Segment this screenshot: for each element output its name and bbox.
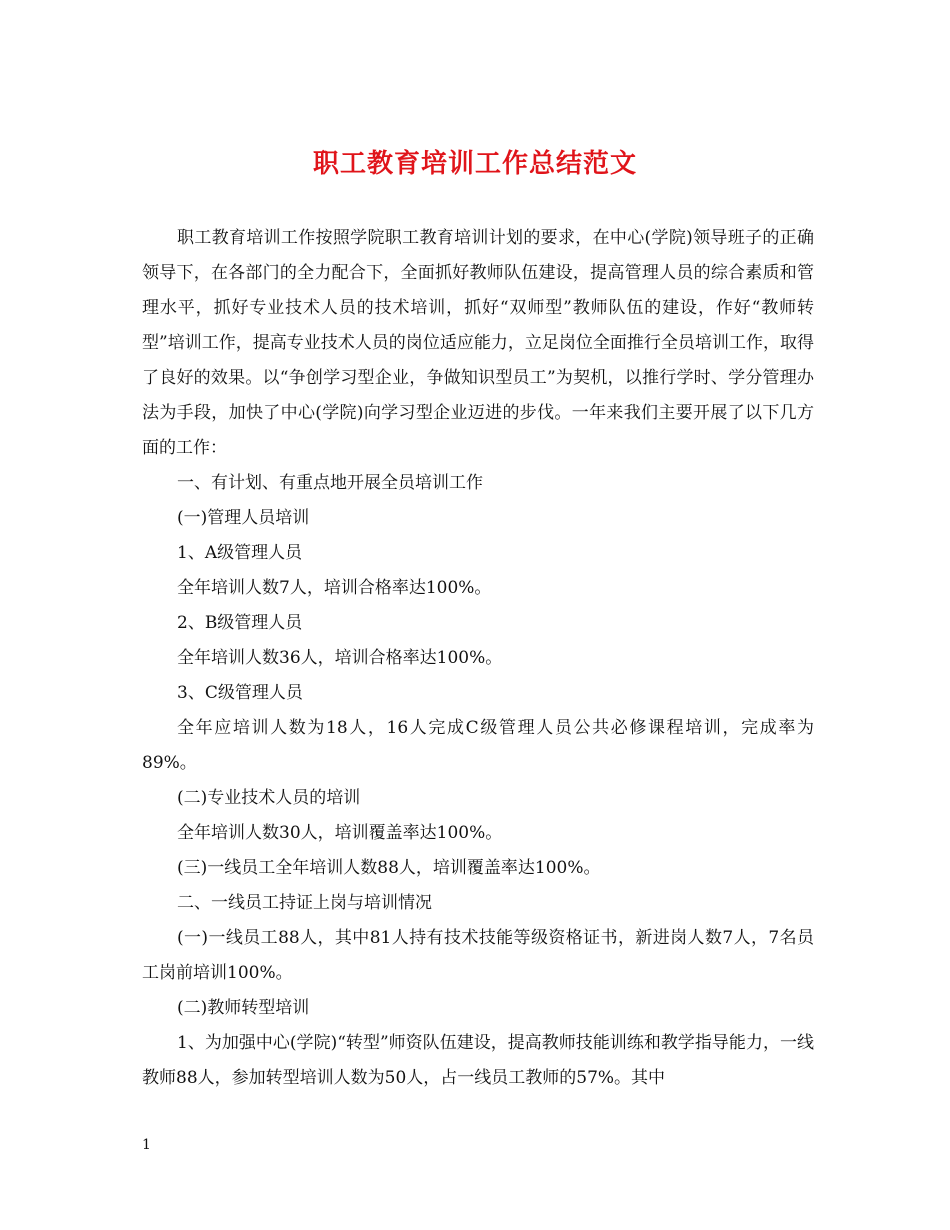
item-heading: 1、A级管理人员 (177, 543, 303, 563)
subsection-heading: (二)教师转型培训 (177, 998, 310, 1018)
section-heading: 二、一线员工持证上岗与培训情况 (177, 893, 432, 913)
section-heading: 一、有计划、有重点地开展全员培训工作 (177, 473, 483, 493)
document-title: 职工教育培训工作总结范文 (312, 149, 637, 179)
item-heading: 3、C级管理人员 (177, 683, 303, 703)
paragraph: 职工教育培训工作按照学院职工教育培训计划的要求，在中心(学院)领导班子的正确领导下，在各部门的全力配合下，全面抓好教师队伍建设，提高管理人员的综合素质和管理水平，抓好专业技术人员的技术培训，抓好“双师型”教师队伍的建设，作好“教师转型”培训工作，提高专业技术人员的岗位适应能力，立足岗位全面推行全员培训工作，取得了良好的效果。以“争创学习型企业，争做知识型员工”为契机，以推行学时、学分管理办法为手段，加快了中心(学院)向学习型企业迈进的步伐。一年来我们主要开展了以下几方面的工作： (142, 228, 814, 458)
page-number: 1 (142, 1137, 151, 1153)
paragraph: 全年培训人数7人，培训合格率达100%。 (177, 578, 492, 598)
subsection-heading: (一)管理人员培训 (177, 508, 310, 528)
paragraph: (一)一线员工88人，其中81人持有技术技能等级资格证书，新进岗人数7人，7名员工岗前培训100%。 (142, 928, 814, 983)
document-body (142, 221, 814, 1096)
item-heading: 2、B级管理人员 (177, 613, 303, 633)
paragraph: 全年应培训人数为18人，16人完成C级管理人员公共必修课程培训，完成率为89%。 (142, 718, 814, 773)
paragraph: 1、为加强中心(学院)“转型”师资队伍建设，提高教师技能训练和教学指导能力，一线教师88人，参加转型培训人数为50人，占一线员工教师的57%。其中 (142, 1033, 814, 1088)
paragraph: (三)一线员工全年培训人数88人，培训覆盖率达100%。 (177, 858, 601, 878)
paragraph: 全年培训人数36人，培训合格率达100%。 (177, 648, 503, 668)
subsection-heading: (二)专业技术人员的培训 (177, 788, 361, 808)
paragraph: 全年培训人数30人，培训覆盖率达100%。 (177, 823, 503, 843)
